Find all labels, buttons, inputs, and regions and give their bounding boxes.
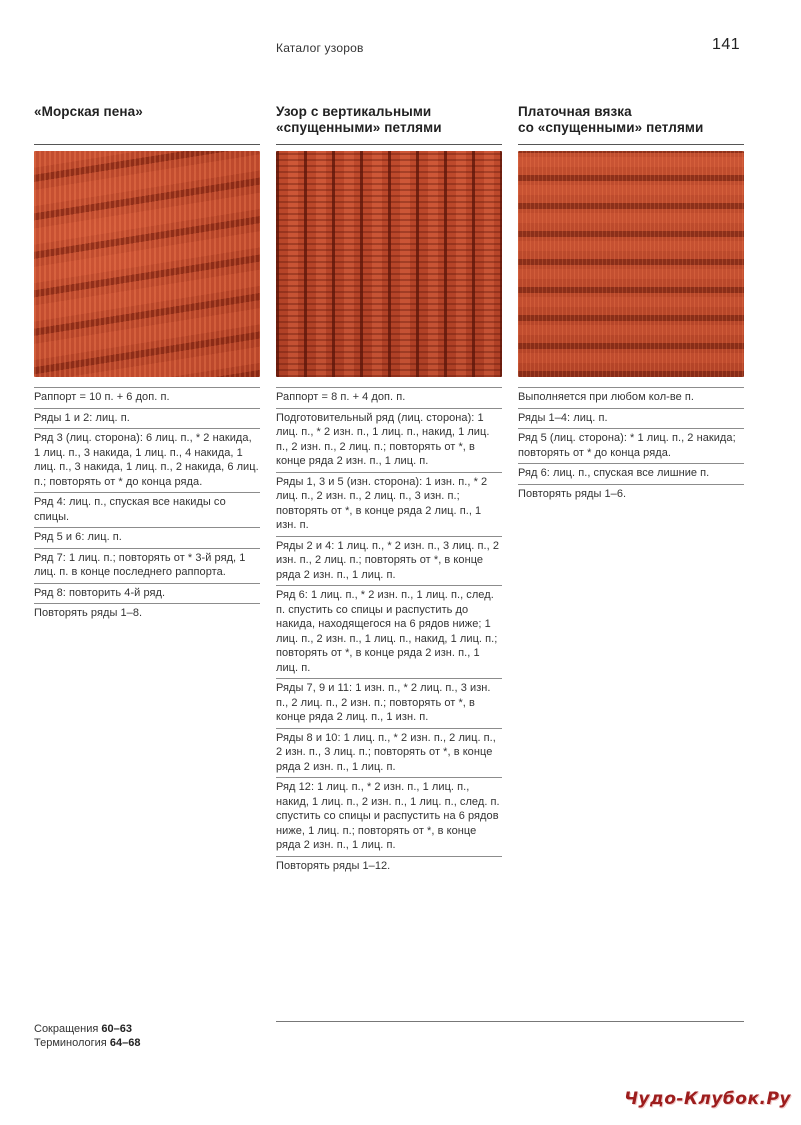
pattern-title-line: «спущенными» петлями <box>276 120 442 135</box>
instruction-row: Ряд 3 (лиц. сторона): 6 лиц. п., * 2 накида, 1 лиц. п., 3 накида, 1 лиц. п., 4 накида, 1 лиц. п., 3 накида, 1 лиц. п., 2 накида, 6 лиц. п.; повторять от * до конца ряда. <box>34 428 260 492</box>
pattern-title <box>518 104 744 144</box>
instruction-row: Ряд 6: лиц. п., спуская все лишние п. <box>518 463 744 484</box>
footer-reference-pages: 64–68 <box>109 1037 141 1049</box>
footer-reference-label: Терминология <box>34 1037 107 1049</box>
instruction-row: Повторять ряды 1–8. <box>34 603 260 624</box>
instruction-row: Повторять ряды 1–12. <box>276 856 502 877</box>
footer-reference-terminology[interactable] <box>34 1036 140 1050</box>
instruction-row: Ряды 2 и 4: 1 лиц. п., * 2 изн. п., 3 лиц. п., 2 изн. п., 2 лиц. п.; повторять от *, в конце ряда 2 изн. п., 1 лиц. п. <box>276 536 502 586</box>
footer-reference-label: Сокращения <box>34 1023 99 1035</box>
instruction-row: Раппорт = 10 п. + 6 доп. п. <box>34 387 260 408</box>
instruction-row: Ряд 6: 1 лиц. п., * 2 изн. п., 1 лиц. п., след. п. спустить со спицы и распустить до накида, находящегося на 6 рядов ниже; 1 лиц. п., 2 изн. п., 1 лиц. п., накид, 1 лиц. п.; повторять от *, в конце ряда 2 изн. п., 1 лиц. п. <box>276 585 502 678</box>
title-divider <box>518 144 744 145</box>
instruction-row: Ряды 1 и 2: лиц. п. <box>34 408 260 429</box>
site-watermark: Чудо-Клубок.Ру <box>624 1089 791 1109</box>
title-divider <box>276 144 502 145</box>
knit-swatch-image <box>276 151 502 377</box>
pattern-title-line: Узор с вертикальными <box>276 104 432 119</box>
instruction-list <box>518 387 744 504</box>
instruction-row: Ряд 8: повторить 4-й ряд. <box>34 583 260 604</box>
instruction-list <box>276 387 502 876</box>
pattern-title <box>276 104 502 144</box>
page-number: 141 <box>712 36 741 53</box>
pattern-column-sea-foam <box>34 104 260 624</box>
instruction-list <box>34 387 260 624</box>
pattern-title <box>34 104 260 144</box>
footer-reference-abbreviations[interactable] <box>34 1022 140 1036</box>
pattern-title-line: «Морская пена» <box>34 104 143 119</box>
instruction-row: Ряд 5 и 6: лиц. п. <box>34 527 260 548</box>
title-divider <box>34 144 260 145</box>
instruction-row: Ряды 8 и 10: 1 лиц. п., * 2 изн. п., 2 лиц. п., 2 изн. п., 3 лиц. п.; повторять от *, в конце ряда 2 изн. п., 1 лиц. п. <box>276 728 502 778</box>
instruction-row: Ряды 1–4: лиц. п. <box>518 408 744 429</box>
pattern-column-vertical-dropped <box>276 104 502 876</box>
knit-swatch-image <box>518 151 744 377</box>
instruction-row: Ряд 4: лиц. п., спуская все накиды со спицы. <box>34 492 260 527</box>
instruction-row: Раппорт = 8 п. + 4 доп. п. <box>276 387 502 408</box>
instruction-row: Ряд 7: 1 лиц. п.; повторять от * 3-й ряд, 1 лиц. п. в конце последнего раппорта. <box>34 548 260 583</box>
instruction-row: Ряд 12: 1 лиц. п., * 2 изн. п., 1 лиц. п., накид, 1 лиц. п., 2 изн. п., 1 лиц. п., след. п. спустить со спицы и распустить на 6 рядов ниже, 1 лиц. п.; повторять от *, в конце ряда 2 изн. п., 1 лиц. п. <box>276 777 502 856</box>
knit-swatch-image <box>34 151 260 377</box>
instruction-row: Выполняется при любом кол-ве п. <box>518 387 744 408</box>
instruction-row: Ряды 7, 9 и 11: 1 изн. п., * 2 лиц. п., 3 изн. п., 2 лиц. п., 2 изн. п.; повторять от *, в конце ряда 2 лиц. п., 1 изн. п. <box>276 678 502 728</box>
pattern-title-line: со «спущенными» петлями <box>518 120 704 135</box>
footer-reference-pages: 60–63 <box>101 1023 132 1035</box>
footer-divider <box>276 1021 744 1022</box>
running-title: Каталог узоров <box>276 41 364 55</box>
pattern-title-line: Платочная вязка <box>518 104 632 119</box>
instruction-row: Повторять ряды 1–6. <box>518 484 744 505</box>
instruction-row: Подготовительный ряд (лиц. сторона): 1 лиц. п., * 2 изн. п., 1 лиц. п., накид, 1 лиц. п., 2 изн. п., 2 лиц. п.; повторять от *, в конце ряда 2 изн. п., 1 лиц. п. <box>276 408 502 472</box>
instruction-row: Ряд 5 (лиц. сторона): * 1 лиц. п., 2 накида; повторять от * до конца ряда. <box>518 428 744 463</box>
footer-references <box>34 1022 140 1050</box>
pattern-column-garter-dropped <box>518 104 744 504</box>
instruction-row: Ряды 1, 3 и 5 (изн. сторона): 1 изн. п., * 2 лиц. п., 2 изн. п., 2 лиц. п., 3 изн. п.; повторять от *, в конце ряда 2 лиц. п., 1 изн. п. <box>276 472 502 536</box>
